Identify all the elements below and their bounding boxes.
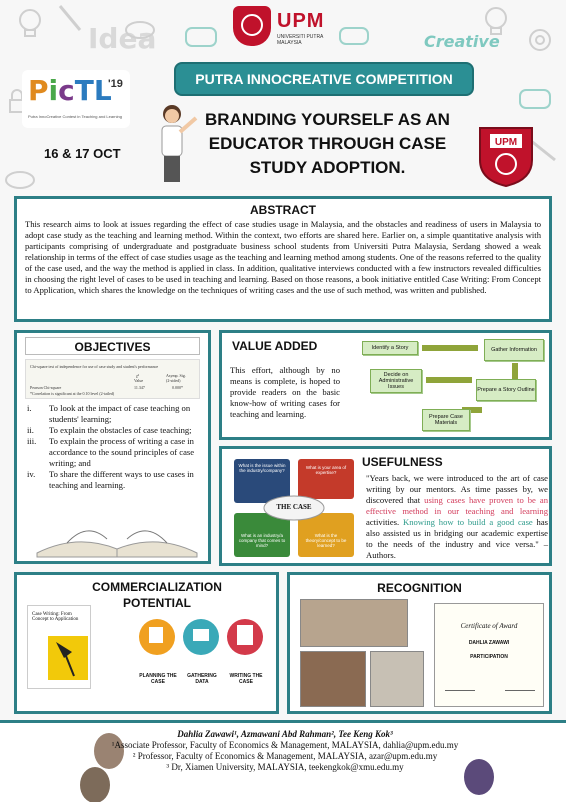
usefulness-quote: "Years back, we were introduced to the art of case writing by our mentors. As time passes by, we discovered that using cases have proven to be an effective method in our teaching and learning activities. Knowing how to build a good case has also assisted us in bridging our academic expertise to the needs of the industry and vice versa." – Authors. [366, 473, 548, 560]
gear-icon [530, 30, 550, 50]
affiliation-3: ³ Dr, Xiamen University, MALAYSIA, teekengkok@xmu.edu.my [166, 762, 404, 772]
author-footer [0, 720, 566, 802]
flow-prepare-outline: Prepare a Story Outline [476, 379, 536, 401]
lightbulb-icon [486, 8, 506, 34]
usefulness-title: USEFULNESS [362, 455, 443, 469]
case-q4: What is the theory/concept to be learned? [305, 533, 347, 548]
signature-line [445, 690, 475, 691]
the-case-diagram [230, 455, 360, 561]
poster-title: BRANDING YOURSELF AS AN EDUCATOR THROUGH CASE STUDY ADOPTION. [205, 110, 450, 177]
abstract-section [14, 196, 552, 322]
chi-square-table [25, 359, 200, 399]
cert-title: Certificate of Award [460, 622, 518, 630]
abstract-title: ABSTRACT [250, 203, 316, 217]
list-item: ii. To explain the obstacles of case teaching; [27, 425, 192, 435]
table-caption: Chi-square test of independence for use of case study and student's performance [30, 364, 159, 369]
flow-decide-administrative: Decide on Administrative Issues [370, 369, 422, 393]
signature-line [505, 690, 535, 691]
case-q1: What is the issue within the industry/company? [238, 463, 286, 473]
book-title: Case Writing: From Concept to Application [32, 612, 79, 622]
cert-award: PARTICIPATION [470, 654, 508, 660]
case-center-label: THE CASE [276, 503, 312, 511]
affiliation-1: ¹Associate Professor, Faculty of Economics & Management, MALAYSIA, dahlia@upm.edu.my [111, 740, 459, 750]
case-q3: What is an industry/a company that comes to mind? [238, 533, 286, 548]
case-q2: What is your area of expertise? [305, 465, 347, 475]
table-row-sig: 0.000* [172, 385, 183, 390]
lamp-icon [52, 638, 80, 678]
upm-logo [233, 4, 333, 48]
pictl-logo [22, 70, 130, 128]
competition-banner [174, 62, 474, 96]
highlight-build-case: Knowing how to build a good case [402, 517, 533, 527]
step-planning: PLANNING THE CASE [139, 673, 177, 685]
event-photo [300, 651, 366, 707]
author-names: Dahlia Zawawi¹, Azmawani Abd Rahman², Tee Keng Kok³ [177, 729, 393, 739]
pictl-subtitle: Putra InnoCreative Contest in Teaching and Learning [28, 114, 122, 119]
commercialization-section [14, 572, 279, 714]
flow-gather-information: Gather Information [484, 339, 544, 361]
event-date: 16 & 17 OCT [44, 146, 121, 161]
pictl-logo-text: PicTL [28, 74, 112, 107]
table-head-sig: Asymp. Sig. [166, 373, 186, 378]
objectives-section [14, 330, 211, 564]
cert-name: DAHLIA ZAWAWI [468, 640, 510, 646]
author-avatar-tee [80, 767, 110, 802]
creative-doodle-text: Creative [424, 32, 500, 51]
flow-arrow [512, 363, 518, 379]
banner-text: PUTRA INNOCREATIVE COMPETITION [195, 71, 453, 87]
presenter-illustration [144, 100, 200, 190]
flow-arrow [426, 377, 472, 383]
highlight-effective: using cases have proven to be an effective method in our teaching and learning [366, 495, 548, 516]
flow-arrow [422, 345, 478, 351]
step-writing: WRITING THE CASE [229, 673, 263, 685]
table-row-label: Pearson Chi-square [30, 385, 62, 390]
objectives-list [27, 403, 202, 491]
presentation-photo [370, 651, 424, 707]
upm-logo-text: UPM [277, 10, 325, 32]
list-item: i. To look at the impact of case teaching on students' learning; [27, 403, 191, 424]
table-head-chi: χ² [136, 373, 139, 378]
idea-doodle-text: Idea [88, 22, 157, 55]
usefulness-section [219, 446, 552, 566]
lightbulb-icon [20, 10, 40, 36]
book-cover [27, 605, 91, 689]
author-credits [110, 729, 460, 773]
author-avatar-azmawani [464, 759, 494, 795]
list-item: iv. To share the different ways to use cases in teaching and learning. [27, 469, 194, 490]
upm-crest-icon [233, 6, 271, 46]
table-note: *Correlation is significant at the 0.10 level (2-tailed) [30, 391, 115, 396]
commercialization-title: COMMERCIALIZATION POTENTIAL [92, 580, 222, 610]
abstract-text: This research aims to look at issues regarding the effect of case studies usage in Malaysia, and the obstacles and readiness of users in Malaysia to adopt case study as the teaching and learning method. Within the context, two efforts are shared here. Earlier on, a simple quantitative analysis with participants comprising of undergraduate and postgraduate business school students from Universiti Putra Malaysia, Serdang showed a weak relationship in terms of the effect of case studies usage as the teaching and learning method among students. One of the reasons referred to the quality of the case used, and the way the method is applied in class. In addition, qualitative interviews conducted with a few instructors revealed difficulties in choosing the right level of cases to be used in teaching and learning. Based on those reasons, a book initiative entitled Case Writing: From Concept to Application, which shares the knowledge on the techniques of writing cases and the use of such method, was written and published. [25, 219, 541, 295]
table-row-value: 11.347 [134, 385, 145, 390]
recognition-title: RECOGNITION [377, 581, 462, 595]
pictl-year: '19 [108, 78, 123, 90]
svg-text:UPM: UPM [494, 137, 518, 148]
value-added-title: VALUE ADDED [232, 339, 318, 353]
table-head-value: Value [134, 378, 144, 383]
recognition-section [287, 572, 552, 714]
group-photo [300, 599, 408, 647]
certificate-of-award [434, 603, 544, 707]
upm-crest-large-icon [476, 124, 536, 188]
list-item: iii. To explain the process of writing a case in accordance to the sound principles of case writing; and [27, 436, 195, 468]
value-added-section [219, 330, 552, 440]
step-gathering: GATHERING DATA [187, 673, 217, 685]
table-head-2sided: (2-sided) [166, 378, 181, 383]
flow-prepare-materials: Prepare Case Materials [422, 409, 470, 431]
affiliation-2: ² Professor, Faculty of Economics & Management, MALAYSIA, azar@upm.edu.my [132, 751, 438, 761]
flow-identify-story: Identify a Story [362, 341, 418, 355]
objectives-title: OBJECTIVES [25, 337, 200, 355]
upm-logo-subtitle: UNIVERSITI PUTRA MALAYSIA [277, 34, 324, 46]
value-added-text: This effort, although by no means is complete, is hoped to provide readers on the basic know-how of writing cases for teaching and learning. [230, 365, 340, 419]
process-icons [137, 615, 267, 665]
open-book-illustration [27, 513, 207, 559]
